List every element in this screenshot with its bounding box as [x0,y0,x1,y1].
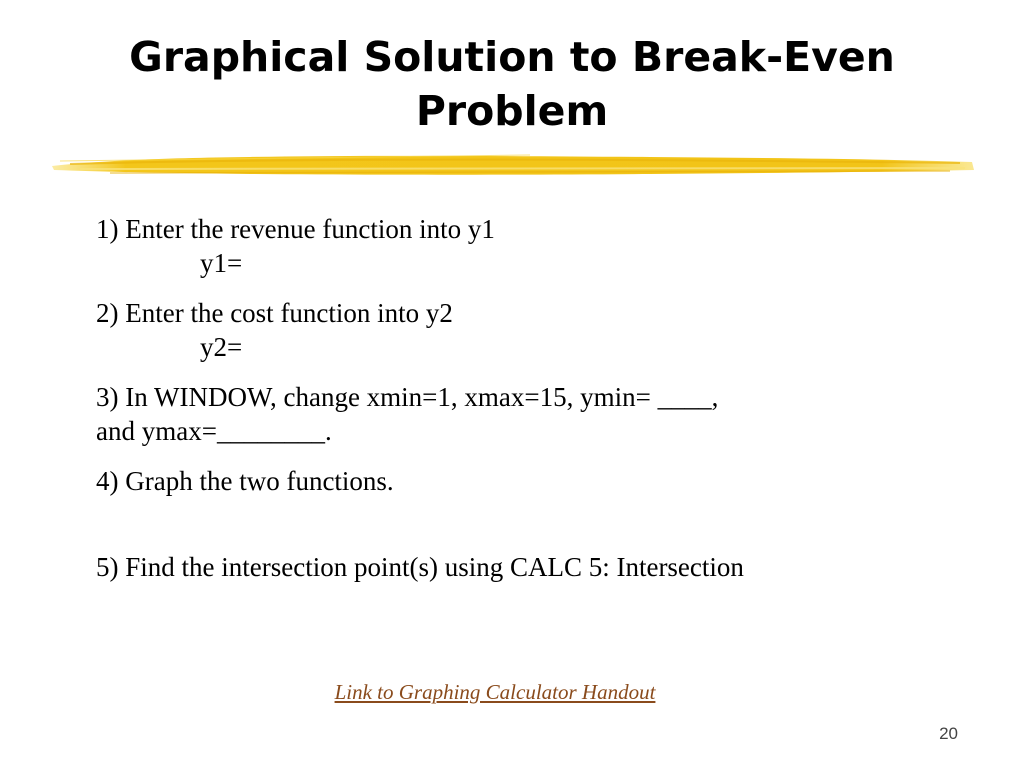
step-1-text: 1) Enter the revenue function into y1 [96,214,495,244]
handout-link-wrap [0,678,990,706]
step-2-text: 2) Enter the cost function into y2 [96,298,453,328]
step-2 [96,296,976,364]
slide-body [96,212,976,584]
step-1-sub: y1= [200,248,243,278]
step-4-text: 4) Graph the two functions. [96,466,394,496]
step-5-text: 5) Find the intersection point(s) using CALC 5: Intersection [96,552,744,582]
step-5 [96,550,976,584]
step-3 [96,380,976,448]
graphing-calculator-handout-link[interactable]: Link to Graphing Calculator Handout [334,680,656,704]
step-3-text: 3) In WINDOW, change xmin=1, xmax=15, ymin= ____, [96,382,719,412]
step-3-text-cont: and ymax=________. [96,416,332,446]
page-number: 20 [939,724,958,743]
yellow-brush-underline [50,148,975,184]
slide-title: Graphical Solution to Break-Even Problem [129,33,895,135]
step-1 [96,212,976,280]
step-2-sub: y2= [200,332,243,362]
step-4 [96,464,976,498]
